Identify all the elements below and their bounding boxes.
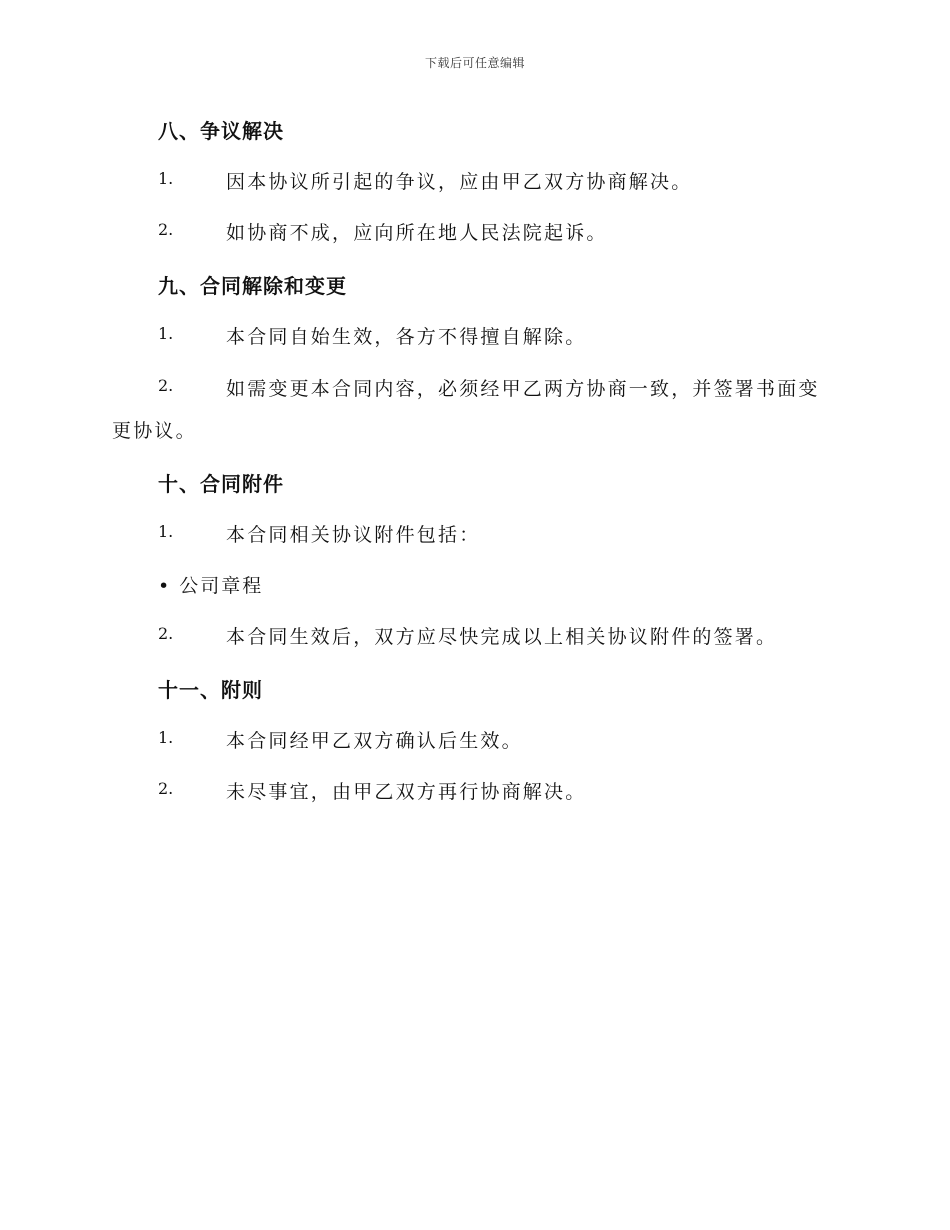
clause-number: 1. <box>158 169 174 188</box>
clause-text: 未尽事宜，由甲乙双方再行协商解决。 <box>226 781 587 803</box>
clause-text: 本合同自始生效，各方不得擅自解除。 <box>226 326 587 348</box>
clause-text: 因本协议所引起的争议，应由甲乙双方协商解决。 <box>226 171 693 193</box>
clause-text: 本合同经甲乙双方确认后生效。 <box>226 730 523 752</box>
attachment-bullet: • 公司章程 <box>158 575 264 597</box>
clause-number: 2. <box>158 779 174 798</box>
clause-number: 2. <box>158 220 174 239</box>
clause-number: 2. <box>158 376 174 395</box>
section-heading-8: 八、争议解决 <box>158 119 284 143</box>
clause-9-2-continuation: 更协议。 <box>112 420 197 442</box>
clause-text: 如需变更本合同内容，必须经甲乙两方协商一致，并签署书面变 <box>226 378 820 400</box>
clause-number: 1. <box>158 324 174 343</box>
clause-number: 2. <box>158 624 174 643</box>
section-heading-11: 十一、附则 <box>158 678 263 702</box>
clause-number: 1. <box>158 522 174 541</box>
section-heading-9: 九、合同解除和变更 <box>158 274 347 298</box>
clause-number: 1. <box>158 728 174 747</box>
page-header: 下载后可任意编辑 <box>424 56 525 70</box>
clause-text: 本合同相关协议附件包括： <box>226 524 481 546</box>
section-heading-10: 十、合同附件 <box>158 472 284 496</box>
clause-text: 本合同生效后，双方应尽快完成以上相关协议附件的签署。 <box>226 626 778 648</box>
clause-text: 如协商不成，应向所在地人民法院起诉。 <box>226 222 608 244</box>
